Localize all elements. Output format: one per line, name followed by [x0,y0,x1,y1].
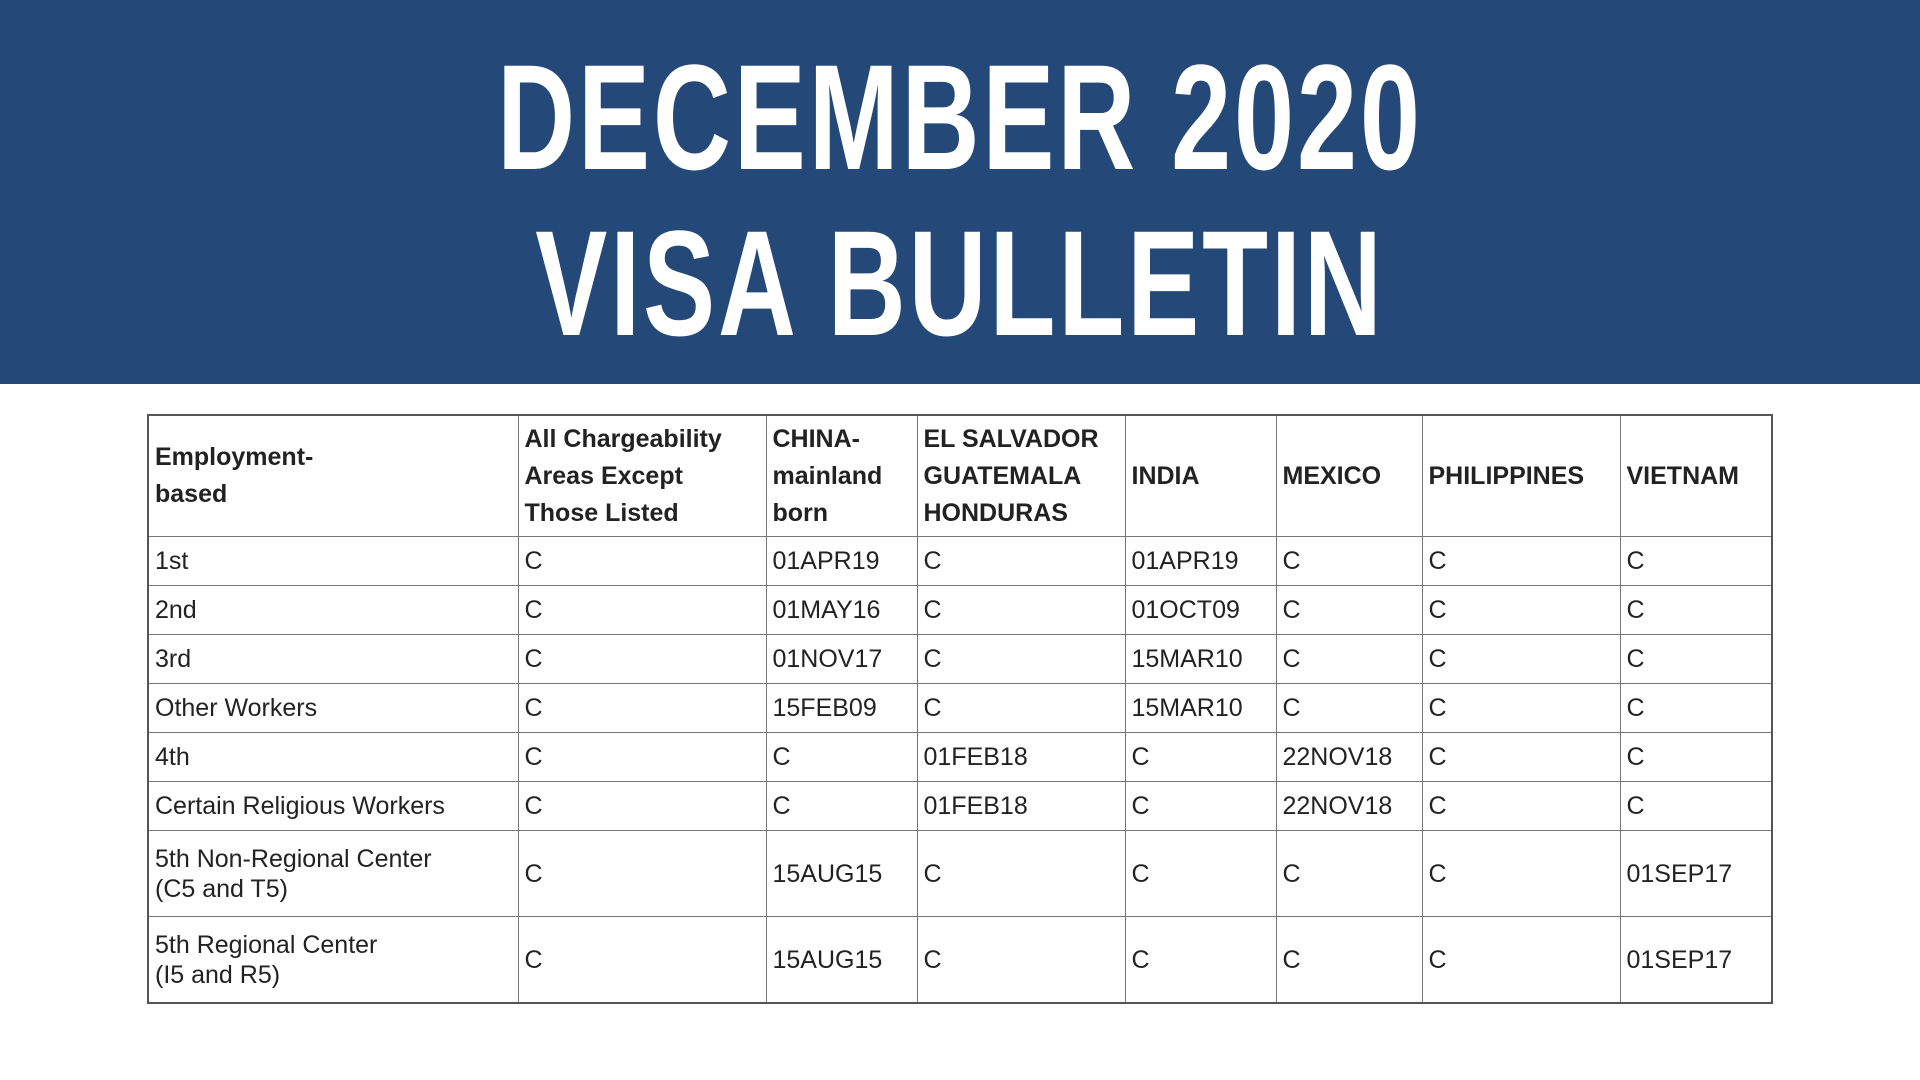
header-el-salvador-guatemala-honduras: EL SALVADOR GUATEMALA HONDURAS [917,415,1125,537]
table-cell: 22NOV18 [1276,733,1422,782]
title-line-1: DECEMBER 2020 [497,33,1423,201]
table-cell: C [917,635,1125,684]
table-cell: 01FEB18 [917,733,1125,782]
visa-bulletin-table [147,414,1773,1004]
header-employment-based: Employment- based [148,415,518,537]
table-cell: C [518,537,766,586]
table-cell: C [1276,586,1422,635]
table-cell: 1st [148,537,518,586]
table-cell: C [1276,537,1422,586]
table-row [148,684,1772,733]
table-cell: C [1422,635,1620,684]
header-mexico: MEXICO [1276,415,1422,537]
table-cell: C [1125,831,1276,917]
visa-bulletin-table-container [147,414,1773,1004]
table-cell: 2nd [148,586,518,635]
table-cell: 01NOV17 [766,635,917,684]
table-cell: C [518,733,766,782]
table-cell: C [1620,782,1772,831]
table-row [148,782,1772,831]
table-cell: 01SEP17 [1620,917,1772,1004]
table-cell: Other Workers [148,684,518,733]
table-cell: C [1620,586,1772,635]
table-cell: 01APR19 [1125,537,1276,586]
table-cell: 4th [148,733,518,782]
table-cell: C [1620,684,1772,733]
header-philippines: PHILIPPINES [1422,415,1620,537]
table-cell: C [917,537,1125,586]
table-cell: C [1276,635,1422,684]
table-cell: C [1422,733,1620,782]
table-cell: C [766,782,917,831]
table-cell: C [1276,831,1422,917]
table-cell: C [1422,917,1620,1004]
table-cell: C [1620,537,1772,586]
table-cell: 01OCT09 [1125,586,1276,635]
table-cell: 3rd [148,635,518,684]
table-cell: 01APR19 [766,537,917,586]
table-cell: 5th Regional Center (I5 and R5) [148,917,518,1004]
table-cell: 01MAY16 [766,586,917,635]
table-cell: C [518,782,766,831]
table-header-row [148,415,1772,537]
table-cell: 15MAR10 [1125,635,1276,684]
table-cell: 22NOV18 [1276,782,1422,831]
table-cell: C [1422,684,1620,733]
table-cell: C [518,684,766,733]
table-row [148,537,1772,586]
table-cell: C [1422,782,1620,831]
table-cell: C [1422,831,1620,917]
table-cell: C [1422,586,1620,635]
header-india: INDIA [1125,415,1276,537]
table-cell: 15AUG15 [766,917,917,1004]
header-china: CHINA- mainland born [766,415,917,537]
table-cell: 15AUG15 [766,831,917,917]
table-row [148,586,1772,635]
table-cell: 5th Non-Regional Center (C5 and T5) [148,831,518,917]
table-cell: C [1125,733,1276,782]
table-cell: C [1276,917,1422,1004]
table-cell: C [1125,782,1276,831]
table-cell: C [1276,684,1422,733]
title-line-2: VISA BULLETIN [535,199,1385,367]
header-vietnam: VIETNAM [1620,415,1772,537]
table-cell: C [917,831,1125,917]
table-cell: C [1125,917,1276,1004]
table-cell: C [518,635,766,684]
table-row [148,917,1772,1004]
header-all-chargeability: All Chargeability Areas Except Those Listed [518,415,766,537]
table-row [148,831,1772,917]
table-cell: 15FEB09 [766,684,917,733]
table-row [148,733,1772,782]
table-cell: 01FEB18 [917,782,1125,831]
table-cell: C [518,831,766,917]
table-cell: C [766,733,917,782]
table-cell: C [1422,537,1620,586]
table-row [148,635,1772,684]
table-cell: C [1620,733,1772,782]
table-cell: C [518,917,766,1004]
table-cell: 15MAR10 [1125,684,1276,733]
table-cell: C [917,684,1125,733]
table-cell: Certain Religious Workers [148,782,518,831]
table-cell: C [518,586,766,635]
title-banner [0,0,1920,384]
table-cell: 01SEP17 [1620,831,1772,917]
table-cell: C [917,917,1125,1004]
table-cell: C [917,586,1125,635]
table-cell: C [1620,635,1772,684]
